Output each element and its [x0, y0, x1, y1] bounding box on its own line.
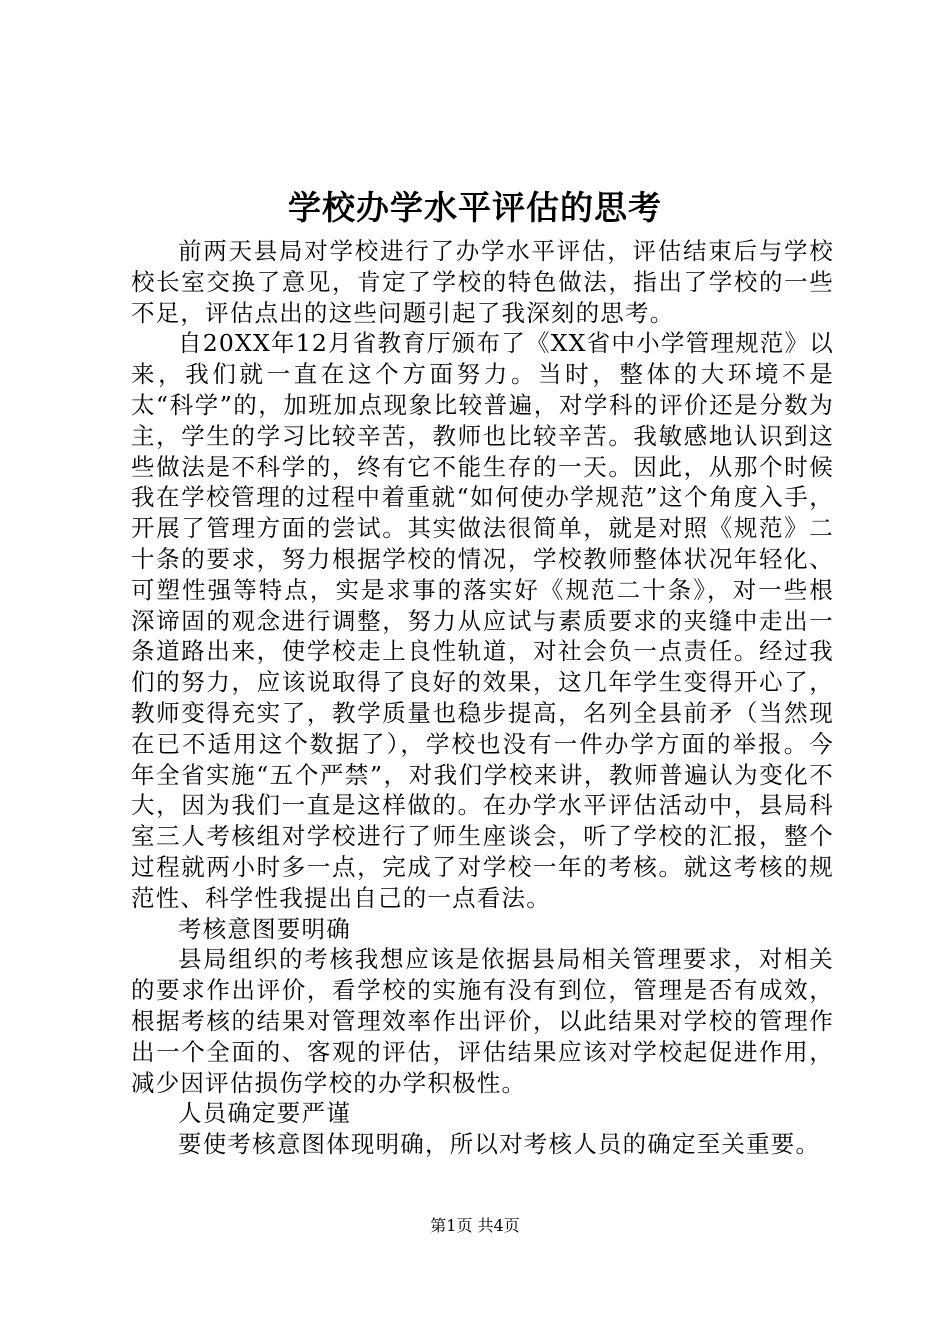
page-title: 学校办学水平评估的思考	[288, 188, 662, 227]
section-heading-intent: 考核意图要明确	[178, 914, 351, 943]
section-heading-personnel: 人员确定要严谨	[178, 1099, 351, 1128]
paragraph-intent: 县局组织的考核我想应该是依据县局相关管理要求，对相关的要求作出评价，看学校的实施有没有到位，管理是否有成效，根据考核的结果对管理效率作出评价，以此结果对学校的管理作出一个全面的、客观的评估，评估结果应该对学校起促进作用，减少因评估损伤学校的办学积极性。	[131, 945, 834, 1097]
page-footer: 第1页 共4页	[430, 1216, 520, 1235]
document-body	[131, 236, 834, 1160]
paragraph-personnel: 要使考核意图体现明确，所以对考核人员的确定至关重要。	[178, 1130, 821, 1159]
paragraph-intro: 前两天县局对学校进行了办学水平评估，评估结束后与学校校长室交换了意见，肯定了学校的特色做法，指出了学校的一些不足，评估点出的这些问题引起了我深刻的思考。	[131, 237, 834, 327]
paragraph-background: 自20XX年12月省教育厅颁布了《XX省中小学管理规范》以来，我们就一直在这个方面努力。当时，整体的大环境不是太“科学”的，加班加点现象比较普遍，对学科的评价还是分数为主，学生的学习比较辛苦，教师也比较辛苦。我敏感地认识到这些做法是不科学的，终有它不能生存的一天。因此，从那个时候我在学校管理的过程中着重就“如何使办学规范”这个角度入手，开展了管理方面的尝试。其实做法很简单，就是对照《规范》二十条的要求，努力根据学校的情况，学校教师整体状况年轻化、可塑性强等特点，实是求事的落实好《规范二十条》，对一些根深谛固的观念进行调整，努力从应试与素质要求的夹缝中走出一条道路出来，使学校走上良性轨道，对社会负一点责任。经过我们的努力，应该说取得了良好的效果，这几年学生变得开心了，教师变得充实了，教学质量也稳步提高，名列全县前矛（当然现在已不适用这个数据了），学校也没有一件办学方面的举报。今年全省实施“五个严禁”，对我们学校来讲，教师普遍认为变化不大，因为我们一直是这样做的。在办学水平评估活动中，县局科室三人考核组对学校进行了师生座谈会，听了学校的汇报，整个过程就两小时多一点，完成了对学校一年的考核。就这考核的规范性、科学性我提出自己的一点看法。	[131, 329, 834, 912]
